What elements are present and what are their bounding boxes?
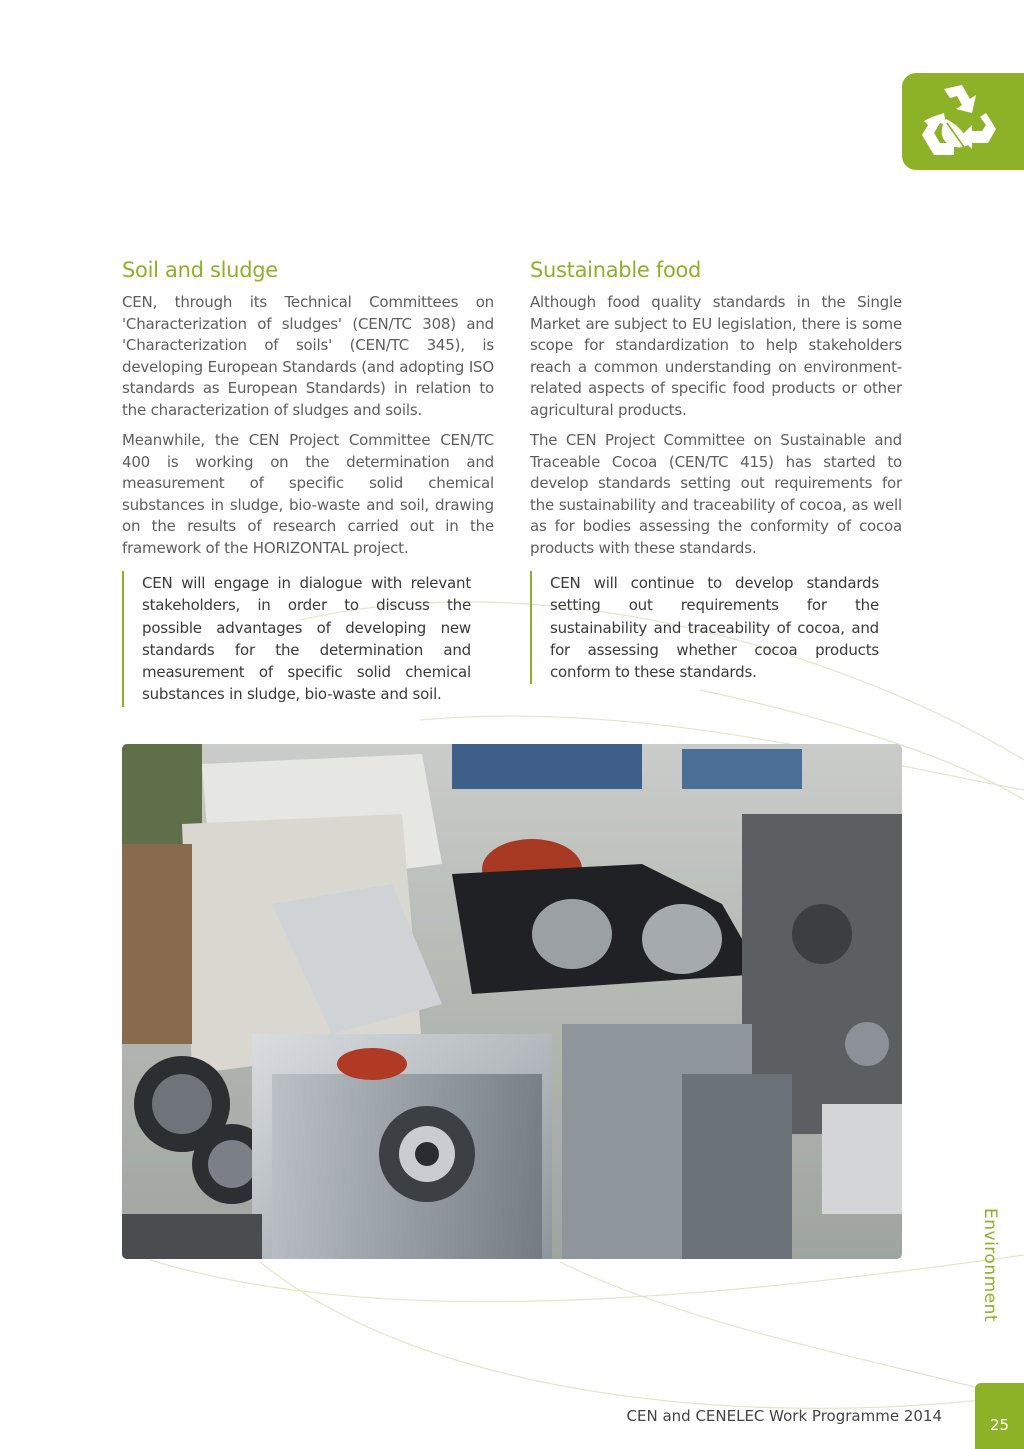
- scrap-metal-photo: [122, 744, 902, 1259]
- paragraph: The CEN Project Committee on Sustainable and Traceable Cocoa (CEN/TC 415) has started to develop standards setting out requirements for the sustainability and traceability of cocoa, as well as for bodies assessing the conformity of cocoa products with these standards.: [530, 431, 902, 557]
- photo-illustration: [122, 744, 902, 1259]
- page-number: 25: [975, 1383, 1024, 1449]
- sustainable-food-section: [530, 256, 902, 684]
- section-side-label: Environment: [980, 1208, 1000, 1323]
- soil-sludge-section: [122, 256, 494, 707]
- section-heading: Sustainable food: [530, 258, 702, 282]
- section-heading: Soil and sludge: [122, 258, 278, 282]
- paragraph: Although food quality standards in the Single Market are subject to EU legislation, there is some scope for standardization to help stakeholders reach a common understanding on environment-related aspects of specific food products or other agricultural products.: [530, 293, 902, 419]
- recycle-leaf-icon: [914, 79, 1004, 167]
- paragraph: Meanwhile, the CEN Project Committee CEN/TC 400 is working on the determination and measurement of specific solid chemical substances in sludge, bio-waste and soil, drawing on the results of research carried out in the framework of the HORIZONTAL project.: [122, 431, 494, 557]
- callout-box: CEN will engage in dialogue with relevant stakeholders, in order to discuss the possible advantages of developing new standards for the determination and measurement of specific solid chemical substances in sludge, bio-waste and soil.: [122, 571, 471, 707]
- footer-title: CEN and CENELEC Work Programme 2014: [626, 1407, 942, 1425]
- section-badge: [902, 73, 1024, 170]
- paragraph: CEN, through its Technical Committees on 'Characterization of sludges' (CEN/TC 308) and 'Characterization of soils' (CEN/TC 345), is developing European Standards (and adopting ISO standards as European Standards) in relation to the characterization of sludges and soils.: [122, 293, 494, 419]
- callout-box: CEN will continue to develop standards setting out requirements for the sustainability and traceability of cocoa, and for assessing whether cocoa products conform to these standards.: [530, 571, 879, 684]
